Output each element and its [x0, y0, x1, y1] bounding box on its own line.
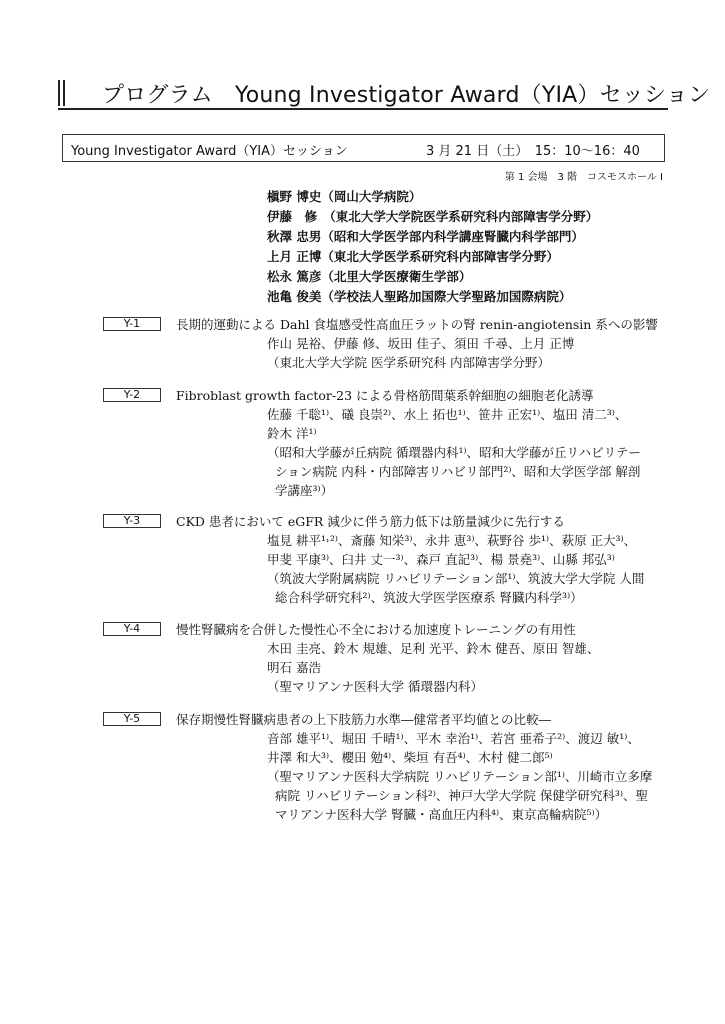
chair-text: 松永 篤彦（北里大学医療衛生学部）: [267, 269, 472, 284]
entry-id-badge: Y-1: [103, 317, 161, 331]
session-date: 3 月 21 日（土） 15：10〜16：40: [426, 144, 640, 159]
session-venue: 第 1 会場 3 階 コスモスホール I: [504, 172, 663, 183]
chair-text: 伊藤 修 （東北大学大学院医学系研究科内部障害学分野）: [267, 209, 599, 224]
entry-authors: 明石 嘉浩: [267, 660, 321, 675]
title-marker-bar: [58, 80, 60, 106]
chair-text: 池亀 俊美（学校法人聖路加国際大学聖路加国際病院）: [267, 289, 572, 304]
entry-affiliation: 総合科学研究科²⁾、筑波大学医学医療系 腎臓内科学³⁾）: [275, 590, 583, 605]
entry-id-badge: Y-4: [103, 622, 161, 636]
session-name: Young Investigator Award（YIA）セッション: [71, 144, 348, 159]
chair-text: 秋澤 忠男（昭和大学医学部内科学講座腎臓内科学部門）: [267, 229, 584, 244]
entry-id-badge: Y-2: [103, 388, 161, 402]
entry-affiliation: （筑波大学附属病院 リハビリテーション部¹⁾、筑波大学大学院 人間: [267, 571, 645, 586]
entry-title: CKD 患者において eGFR 減少に伴う筋力低下は筋量減少に先行する: [176, 514, 565, 529]
entry-title: 保存期慢性腎臓病患者の上下肢筋力水準―健常者平均値との比較―: [176, 712, 552, 727]
page-title: プログラム Young Investigator Award（YIA）セッション: [102, 83, 711, 108]
title-marker: [58, 80, 68, 106]
entry-affiliation: （東北大学大学院 医学系研究科 内部障害学分野）: [267, 355, 550, 370]
entry-title: Fibroblast growth factor-23 による骨格筋間葉系幹細胞の細胞老化誘導: [176, 388, 594, 403]
chair-text: 上月 正博（東北大学医学系研究科内部障害学分野）: [267, 249, 559, 264]
entry-title: 長期的運動による Dahl 食塩感受性高血圧ラットの腎 renin-angiotensin 系への影響: [176, 317, 658, 332]
entry-affiliation: 病院 リハビリテーション科²⁾、神戸大学大学院 保健学研究科³⁾、聖: [275, 788, 648, 803]
entry-affiliation: 学講座³⁾）: [275, 483, 334, 498]
entry-affiliation: ション病院 内科・内部障害リハビリ部門²⁾、昭和大学医学部 解剖: [275, 464, 641, 479]
entry-authors: 音部 雄平¹⁾、堀田 千晴¹⁾、平木 幸治¹⁾、若宮 亜希子²⁾、渡辺 敏¹⁾、: [267, 731, 640, 746]
title-underline: [58, 108, 668, 110]
entry-authors: 鈴木 洋¹⁾: [267, 426, 317, 441]
entry-authors: 井澤 和大³⁾、櫻田 勉⁴⁾、柴垣 有吾⁴⁾、木村 健二郎⁵⁾: [267, 750, 553, 765]
entry-authors: 甲斐 平康³⁾、臼井 丈一³⁾、森戸 直記³⁾、楊 景堯³⁾、山縣 邦弘³⁾: [267, 552, 615, 567]
title-marker-bar: [63, 80, 65, 106]
entry-title: 慢性腎臓病を合併した慢性心不全における加速度トレーニングの有用性: [176, 622, 576, 637]
entry-affiliation: マリアンナ医科大学 腎臓・高血圧内科⁴⁾、東京高輪病院⁵⁾）: [275, 807, 608, 822]
entry-affiliation: （昭和大学藤が丘病院 循環器内科¹⁾、昭和大学藤が丘リハビリテー: [267, 445, 641, 460]
entry-authors: 塩見 耕平¹˒²⁾、斎藤 知栄³⁾、永井 恵³⁾、萩野谷 歩¹⁾、萩原 正大³⁾、: [267, 533, 637, 548]
entry-authors: 木田 圭亮、鈴木 規雄、足利 光平、鈴木 健吾、原田 智雄、: [267, 641, 600, 656]
entry-affiliation: （聖マリアンナ医科大学病院 リハビリテーション部¹⁾、川崎市立多摩: [267, 769, 653, 784]
entry-affiliation: （聖マリアンナ医科大学 循環器内科）: [267, 679, 483, 694]
entry-id-badge: Y-3: [103, 514, 161, 528]
entry-authors: 作山 晃裕、伊藤 修、坂田 佳子、須田 千尋、上月 正博: [267, 336, 575, 351]
entry-id-badge: Y-5: [103, 712, 161, 726]
session-header-box: [62, 134, 665, 162]
chair-text: 槇野 博史（岡山大学病院）: [267, 189, 422, 204]
entry-authors: 佐藤 千聡¹⁾、礒 良崇²⁾、水上 拓也¹⁾、笹井 正宏¹⁾、塩田 清二³⁾、: [267, 407, 628, 422]
